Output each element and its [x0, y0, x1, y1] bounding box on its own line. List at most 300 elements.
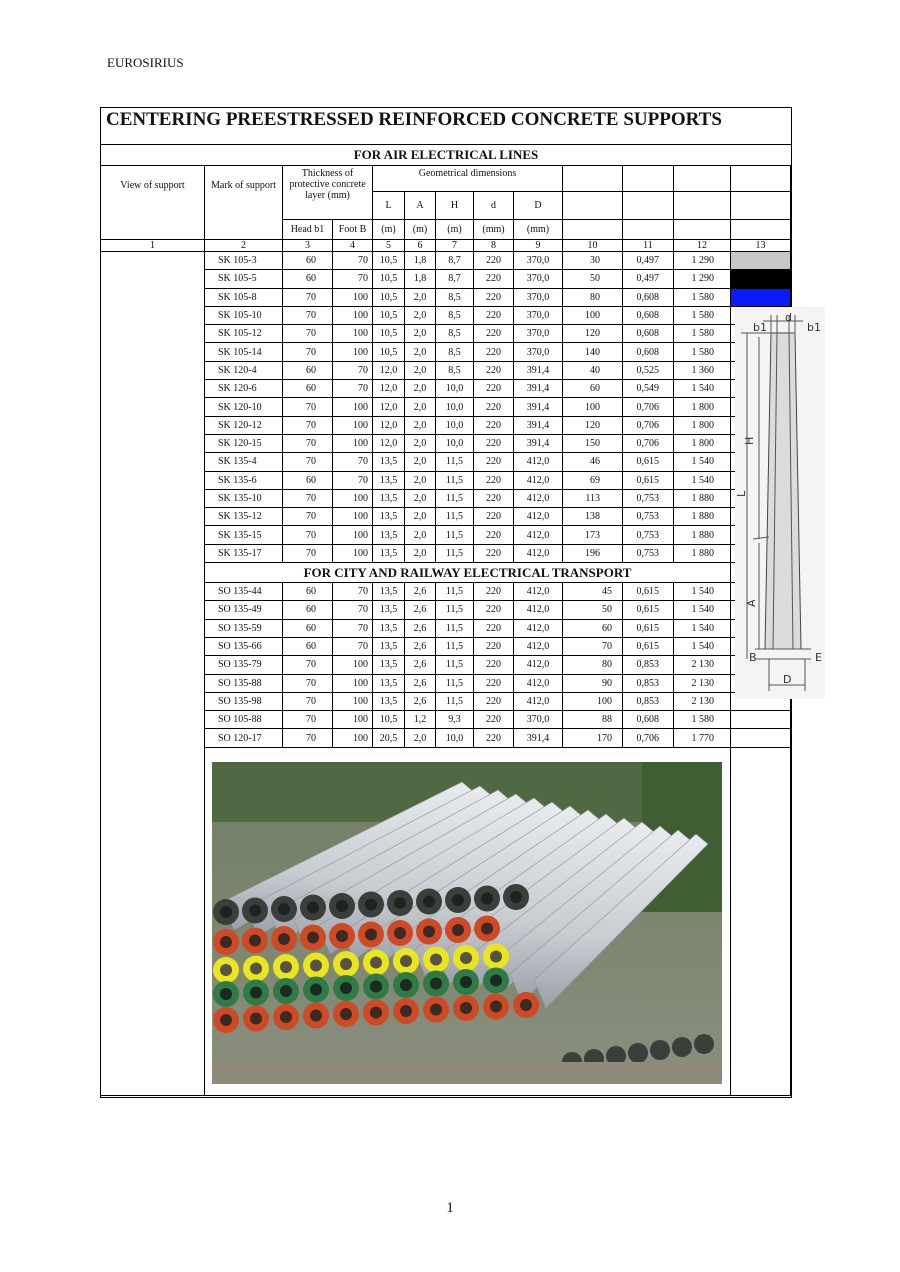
cell-5: 13,5 [373, 692, 405, 710]
cell-8: 220 [474, 471, 514, 489]
cell-4: 70 [333, 380, 373, 398]
cell-9: 370,0 [514, 288, 563, 306]
cell-10: 69 [563, 471, 623, 489]
cell-11: 0,608 [623, 325, 674, 343]
cell-8: 220 [474, 416, 514, 434]
cell-3: 60 [283, 637, 333, 655]
column-number-1: 1 [101, 240, 205, 252]
unit-H: (m) [436, 220, 474, 240]
cell-2: SO 135-59 [205, 619, 283, 637]
cell-12: 1 800 [674, 434, 731, 452]
cell-3: 70 [283, 674, 333, 692]
cell-2: SK 105-5 [205, 270, 283, 288]
cell-12: 1 880 [674, 544, 731, 562]
cell-7: 11,5 [436, 637, 474, 655]
cell-12: 1 540 [674, 471, 731, 489]
header-head: Head b1 [283, 220, 333, 240]
cell-4: 100 [333, 416, 373, 434]
header-col10-empty [563, 166, 623, 192]
cell-3: 70 [283, 434, 333, 452]
cell-8: 220 [474, 343, 514, 361]
pole-hollow [460, 1002, 472, 1014]
section-city-title: FOR CITY AND RAILWAY ELECTRICAL TRANSPORT [205, 563, 731, 583]
cell-7: 8,5 [436, 288, 474, 306]
pole-hollow [220, 988, 232, 1000]
cell-9: 412,0 [514, 583, 563, 601]
cell-8: 220 [474, 583, 514, 601]
cell-10: 90 [563, 674, 623, 692]
cell-9: 370,0 [514, 306, 563, 324]
cell-2: SK 120-6 [205, 380, 283, 398]
cell-4: 100 [333, 306, 373, 324]
cell-6: 1,8 [405, 252, 436, 270]
cell-5: 10,5 [373, 288, 405, 306]
cell-11: 0,615 [623, 601, 674, 619]
cell-9: 412,0 [514, 674, 563, 692]
cell-10: 100 [563, 692, 623, 710]
cell-12: 1 540 [674, 380, 731, 398]
pole-end [650, 1040, 670, 1060]
poles-photo-svg [212, 762, 722, 1084]
cell-8: 220 [474, 508, 514, 526]
cell-7: 11,5 [436, 601, 474, 619]
cell-12: 1 290 [674, 252, 731, 270]
pole-hollow [220, 906, 232, 918]
header-d: d [474, 192, 514, 220]
cell-11: 0,615 [623, 453, 674, 471]
cell-8: 220 [474, 270, 514, 288]
cell-5: 13,5 [373, 544, 405, 562]
cell-8: 220 [474, 711, 514, 729]
label-D: D [783, 673, 792, 686]
cell-9: 370,0 [514, 270, 563, 288]
table-row [101, 398, 791, 416]
cell-10: 60 [563, 619, 623, 637]
cell-3: 70 [283, 416, 333, 434]
pole-hollow [307, 902, 319, 914]
document-title: CENTERING PREESTRESSED REINFORCED CONCRETE SUPPORTS [100, 107, 792, 145]
cell-5: 13,5 [373, 619, 405, 637]
pole-end [672, 1037, 692, 1057]
column-number-9: 9 [514, 240, 563, 252]
table-row [101, 288, 791, 306]
cell-13 [731, 288, 791, 306]
cell-4: 70 [333, 583, 373, 601]
cell-4: 70 [333, 361, 373, 379]
cell-6: 2,0 [405, 434, 436, 452]
cell-2: SK 135-6 [205, 471, 283, 489]
pole-hollow [307, 932, 319, 944]
pole-hollow [278, 933, 290, 945]
cell-6: 2,6 [405, 601, 436, 619]
cell-4: 100 [333, 674, 373, 692]
cell-9: 412,0 [514, 453, 563, 471]
cell-8: 220 [474, 325, 514, 343]
cell-2: SO 135-88 [205, 674, 283, 692]
header-D: D [514, 192, 563, 220]
table-row [101, 711, 791, 729]
cell-10: 80 [563, 288, 623, 306]
cell-10: 50 [563, 270, 623, 288]
cell-6: 1,8 [405, 270, 436, 288]
cell-3: 70 [283, 325, 333, 343]
cell-8: 220 [474, 729, 514, 747]
cell-3: 70 [283, 508, 333, 526]
cell-2: SO 135-44 [205, 583, 283, 601]
cell-8: 220 [474, 453, 514, 471]
cell-7: 8,7 [436, 270, 474, 288]
cell-2: SO 135-66 [205, 637, 283, 655]
column-number-13: 13 [731, 240, 791, 252]
cell-4: 100 [333, 489, 373, 507]
cell-2: SK 135-10 [205, 489, 283, 507]
header-col11-empty [623, 166, 674, 192]
pole-hollow [249, 935, 261, 947]
column-number-12: 12 [674, 240, 731, 252]
cell-3: 60 [283, 361, 333, 379]
header-col12-empty [674, 220, 731, 240]
pole-end [694, 1034, 714, 1054]
header-col11-empty [623, 220, 674, 240]
pole-hollow [430, 978, 442, 990]
cell-7: 11,5 [436, 583, 474, 601]
table-row [101, 601, 791, 619]
pole-hollow [220, 936, 232, 948]
pole-end [628, 1043, 648, 1063]
cell-6: 2,0 [405, 288, 436, 306]
pole-hollow [520, 999, 532, 1011]
company-name: EUROSIRIUS [107, 55, 184, 70]
cell-12: 1 580 [674, 343, 731, 361]
cell-11: 0,549 [623, 380, 674, 398]
cell-11: 0,753 [623, 489, 674, 507]
cell-4: 100 [333, 711, 373, 729]
cell-10: 170 [563, 729, 623, 747]
cell-7: 11,5 [436, 508, 474, 526]
header-A: A [405, 192, 436, 220]
cell-11: 0,706 [623, 398, 674, 416]
cell-12: 1 800 [674, 416, 731, 434]
pole-hollow [250, 963, 262, 975]
table-row [101, 637, 791, 655]
header-mark: Mark of support [205, 166, 283, 240]
cell-8: 220 [474, 601, 514, 619]
cell-5: 13,5 [373, 583, 405, 601]
cell-7: 11,5 [436, 619, 474, 637]
cell-11: 0,853 [623, 674, 674, 692]
cell-4: 100 [333, 729, 373, 747]
cell-11: 0,706 [623, 729, 674, 747]
cell-7: 10,0 [436, 729, 474, 747]
pole-hollow [481, 893, 493, 905]
unit-L: (m) [373, 220, 405, 240]
pole-hollow [460, 952, 472, 964]
column-number-5: 5 [373, 240, 405, 252]
cell-4: 70 [333, 601, 373, 619]
cell-11: 0,706 [623, 434, 674, 452]
cell-12: 1 770 [674, 729, 731, 747]
cell-7: 10,0 [436, 380, 474, 398]
cell-7: 11,5 [436, 656, 474, 674]
cell-11: 0,753 [623, 544, 674, 562]
cell-12: 1 360 [674, 361, 731, 379]
concrete-poles-photo [212, 762, 722, 1084]
cell-12: 1 580 [674, 711, 731, 729]
pole-hollow [400, 955, 412, 967]
cell-5: 13,5 [373, 637, 405, 655]
cell-5: 12,0 [373, 434, 405, 452]
cell-6: 1,2 [405, 711, 436, 729]
pole-hollow [510, 891, 522, 903]
cell-2: SO 135-49 [205, 601, 283, 619]
cell-12: 1 580 [674, 325, 731, 343]
cell-13 [731, 747, 791, 1095]
cell-3: 70 [283, 306, 333, 324]
cell-10: 50 [563, 601, 623, 619]
cell-5: 10,5 [373, 325, 405, 343]
cell-8: 220 [474, 306, 514, 324]
cell-6: 2,0 [405, 343, 436, 361]
cell-12: 1 580 [674, 306, 731, 324]
cell-13 [731, 252, 791, 270]
header-col10-empty [563, 220, 623, 240]
cell-11: 0,608 [623, 343, 674, 361]
label-A: A [745, 599, 758, 607]
cell-11: 0,853 [623, 692, 674, 710]
cell-4: 100 [333, 526, 373, 544]
pole-hollow [250, 987, 262, 999]
table-row [101, 416, 791, 434]
cell-7: 8,7 [436, 252, 474, 270]
support-diagram-svg [735, 307, 825, 699]
cell-2: SK 135-15 [205, 526, 283, 544]
cell-9: 412,0 [514, 508, 563, 526]
pole-hollow [394, 897, 406, 909]
pole-hollow [250, 1013, 262, 1025]
cell-10: 196 [563, 544, 623, 562]
label-b1-right: b1 [807, 321, 821, 334]
cell-6: 2,0 [405, 380, 436, 398]
table-row [101, 325, 791, 343]
cell-8: 220 [474, 637, 514, 655]
pole-hollow [423, 926, 435, 938]
cell-8: 220 [474, 619, 514, 637]
cell-3: 60 [283, 471, 333, 489]
cell-12: 1 880 [674, 526, 731, 544]
cell-9: 412,0 [514, 656, 563, 674]
cell-3: 70 [283, 692, 333, 710]
label-b1-left: b1 [753, 321, 767, 334]
table-row [101, 619, 791, 637]
cell-9: 391,4 [514, 361, 563, 379]
cell-7: 11,5 [436, 692, 474, 710]
unit-A: (m) [405, 220, 436, 240]
cell-10: 150 [563, 434, 623, 452]
column-number-7: 7 [436, 240, 474, 252]
pole-hollow [336, 900, 348, 912]
cell-10: 120 [563, 416, 623, 434]
cell-11: 0,525 [623, 361, 674, 379]
page-number: 1 [446, 1200, 454, 1216]
pole-hollow [490, 975, 502, 987]
cell-5: 13,5 [373, 453, 405, 471]
cell-8: 220 [474, 692, 514, 710]
cell-2: SO 105-88 [205, 711, 283, 729]
table-row [101, 434, 791, 452]
cell-6: 2,6 [405, 656, 436, 674]
label-B: B [749, 651, 757, 664]
cell-12: 1 540 [674, 619, 731, 637]
cell-7: 8,5 [436, 361, 474, 379]
cell-6: 2,0 [405, 453, 436, 471]
cell-2: SK 120-10 [205, 398, 283, 416]
pole-hollow [370, 981, 382, 993]
cell-5: 13,5 [373, 489, 405, 507]
cell-8: 220 [474, 544, 514, 562]
cell-3: 60 [283, 380, 333, 398]
label-L: L [735, 490, 748, 497]
cell-8: 220 [474, 380, 514, 398]
cell-6: 2,0 [405, 306, 436, 324]
pole-hollow [400, 1005, 412, 1017]
cell-9: 412,0 [514, 601, 563, 619]
cell-2: SK 135-4 [205, 453, 283, 471]
cell-5: 13,5 [373, 471, 405, 489]
cell-2: SO 120-17 [205, 729, 283, 747]
pole-hollow [460, 976, 472, 988]
unit-D: (mm) [514, 220, 563, 240]
cell-5: 10,5 [373, 270, 405, 288]
pole-hollow [220, 1014, 232, 1026]
cell-5: 13,5 [373, 526, 405, 544]
cell-4: 100 [333, 288, 373, 306]
table-row [101, 489, 791, 507]
cell-6: 2,6 [405, 674, 436, 692]
table-row [101, 306, 791, 324]
cell-3: 70 [283, 526, 333, 544]
cell-3: 70 [283, 544, 333, 562]
cell-7: 8,5 [436, 306, 474, 324]
cell-11: 0,608 [623, 288, 674, 306]
cell-3: 70 [283, 711, 333, 729]
cell-9: 412,0 [514, 489, 563, 507]
pole-hollow [452, 924, 464, 936]
cell-8: 220 [474, 361, 514, 379]
cell-7: 11,5 [436, 471, 474, 489]
pole-hollow [400, 979, 412, 991]
table-row [101, 380, 791, 398]
table-row [101, 526, 791, 544]
view-of-support-cell [101, 252, 205, 1096]
cell-8: 220 [474, 398, 514, 416]
cell-5: 13,5 [373, 674, 405, 692]
cell-11: 0,853 [623, 656, 674, 674]
cell-7: 9,3 [436, 711, 474, 729]
cell-2: SK 105-10 [205, 306, 283, 324]
cell-4: 100 [333, 508, 373, 526]
cell-3: 70 [283, 729, 333, 747]
cell-2: SK 135-17 [205, 544, 283, 562]
cell-5: 12,0 [373, 416, 405, 434]
pole-hollow [430, 1004, 442, 1016]
cell-10: 80 [563, 656, 623, 674]
cell-12: 1 880 [674, 508, 731, 526]
table-row [101, 361, 791, 379]
pole-hollow [430, 954, 442, 966]
cell-5: 20,5 [373, 729, 405, 747]
cell-3: 60 [283, 270, 333, 288]
cell-4: 70 [333, 252, 373, 270]
column-number-11: 11 [623, 240, 674, 252]
cell-4: 100 [333, 656, 373, 674]
cell-7: 11,5 [436, 544, 474, 562]
cell-7: 10,0 [436, 398, 474, 416]
table-row [101, 270, 791, 288]
pole-hollow [490, 951, 502, 963]
cell-3: 70 [283, 489, 333, 507]
pole-hollow [220, 964, 232, 976]
header-geometry: Geometrical dimensions [373, 166, 563, 192]
cell-9: 412,0 [514, 692, 563, 710]
pole-hollow [280, 985, 292, 997]
cell-8: 220 [474, 526, 514, 544]
header-col12-empty [674, 166, 731, 192]
cell-9: 412,0 [514, 544, 563, 562]
cell-6: 2,0 [405, 508, 436, 526]
pole-hollow [423, 896, 435, 908]
cell-2: SK 105-3 [205, 252, 283, 270]
cell-11: 0,753 [623, 508, 674, 526]
cell-4: 100 [333, 692, 373, 710]
header-view: View of support [101, 166, 205, 240]
cell-9: 370,0 [514, 343, 563, 361]
column-number-3: 3 [283, 240, 333, 252]
cell-4: 100 [333, 544, 373, 562]
cell-6: 2,0 [405, 526, 436, 544]
pole-hollow [370, 957, 382, 969]
cell-9: 412,0 [514, 526, 563, 544]
table-row [101, 453, 791, 471]
cell-12: 2 130 [674, 656, 731, 674]
cell-2: SK 105-12 [205, 325, 283, 343]
table-row [101, 583, 791, 601]
cell-7: 8,5 [436, 343, 474, 361]
cell-5: 12,0 [373, 361, 405, 379]
cell-12: 2 130 [674, 674, 731, 692]
cell-9: 391,4 [514, 398, 563, 416]
unit-d: (mm) [474, 220, 514, 240]
cell-10: 46 [563, 453, 623, 471]
cell-4: 70 [333, 270, 373, 288]
cell-4: 70 [333, 471, 373, 489]
cell-5: 10,5 [373, 343, 405, 361]
cell-8: 220 [474, 656, 514, 674]
cell-11: 0,615 [623, 619, 674, 637]
cell-13 [731, 711, 791, 729]
cell-5: 13,5 [373, 656, 405, 674]
support-dimension-diagram [735, 307, 825, 699]
pole-hollow [340, 982, 352, 994]
cell-10: 88 [563, 711, 623, 729]
cell-6: 2,6 [405, 619, 436, 637]
cell-10: 138 [563, 508, 623, 526]
cell-3: 70 [283, 398, 333, 416]
cell-11: 0,615 [623, 583, 674, 601]
cell-6: 2,0 [405, 416, 436, 434]
cell-11: 0,753 [623, 526, 674, 544]
cell-9: 370,0 [514, 252, 563, 270]
cell-10: 173 [563, 526, 623, 544]
